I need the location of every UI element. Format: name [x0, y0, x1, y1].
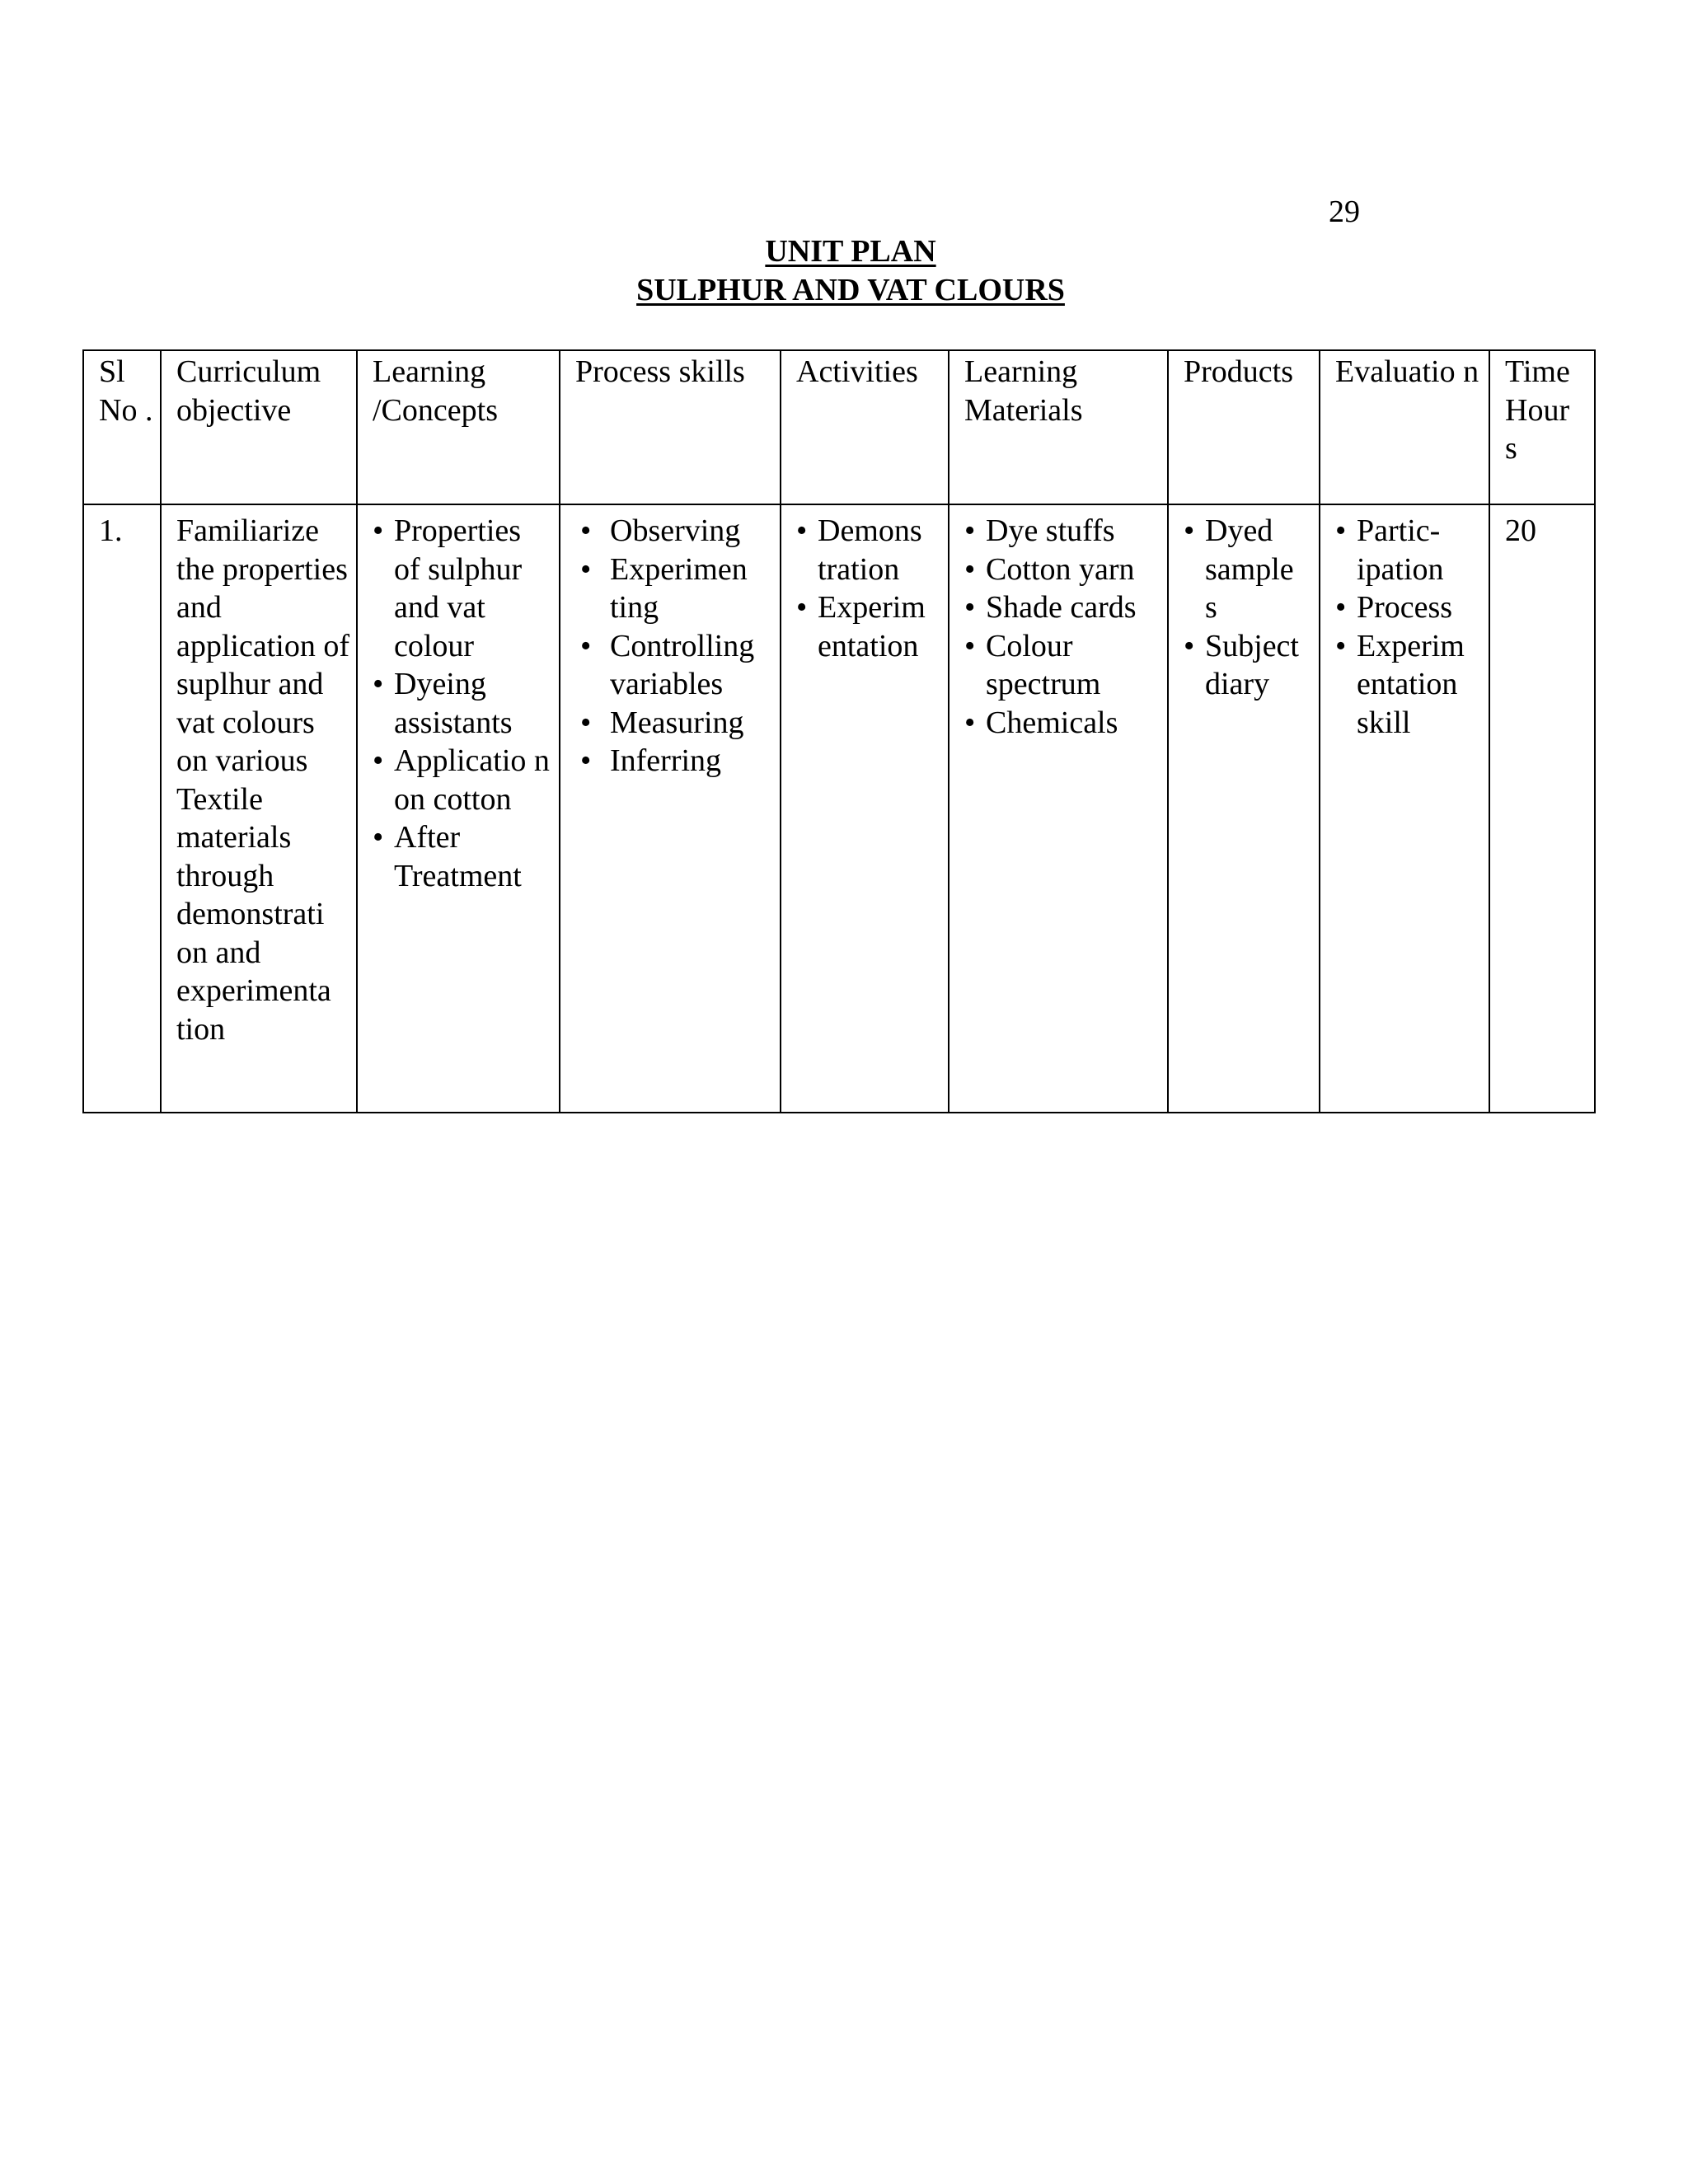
list-item: • Subject diary — [1184, 627, 1312, 704]
title-block — [0, 232, 1688, 310]
header-evaluation: Evaluatio n — [1320, 350, 1489, 504]
header-products: Products — [1168, 350, 1320, 504]
list-item: • Controlling variables — [575, 627, 773, 704]
list-item: • Dyed sample s — [1184, 512, 1312, 627]
header-process-skills: Process skills — [560, 350, 781, 504]
table-row — [83, 504, 1595, 1113]
unit-plan-subtitle: SULPHUR AND VAT CLOURS — [636, 273, 1065, 307]
list-item: • Process — [1335, 588, 1482, 627]
cell-evaluation — [1320, 504, 1489, 1113]
list-item: • Applicatio n on cotton — [373, 742, 552, 818]
list-item: • Chemicals — [964, 704, 1160, 743]
header-learning-concepts: Learning /Concepts — [357, 350, 560, 504]
header-curriculum-objective: Curriculum objective — [161, 350, 357, 504]
cell-time-hours: 20 — [1489, 504, 1595, 1113]
list-item: • Experim entation — [796, 588, 941, 665]
learning-concepts-list — [373, 512, 552, 895]
list-item: • Experim entation skill — [1335, 627, 1482, 743]
list-item: • Properties of sulphur and vat colour — [373, 512, 552, 665]
unit-plan-title: UNIT PLAN — [765, 234, 936, 269]
list-item: • After Treatment — [373, 818, 552, 895]
cell-learning-materials — [949, 504, 1168, 1113]
cell-sl-no: 1. — [83, 504, 161, 1113]
unit-plan-table — [82, 349, 1596, 1113]
list-item: • Shade cards — [964, 588, 1160, 627]
cell-products — [1168, 504, 1320, 1113]
list-item: • Cotton yarn — [964, 551, 1160, 589]
cell-curriculum-objective: Familiarize the properties and application of suplhur and vat colours on various Textile materials through demonstrati on and experimenta tion — [161, 504, 357, 1113]
header-time-hours: Time Hour s — [1489, 350, 1595, 504]
header-learning-materials: Learning Materials — [949, 350, 1168, 504]
list-item: • Observing — [575, 512, 773, 551]
list-item: • Partic- ipation — [1335, 512, 1482, 588]
list-item: • Demons tration — [796, 512, 941, 588]
list-item: • Inferring — [575, 742, 773, 780]
cell-learning-concepts — [357, 504, 560, 1113]
activities-list — [796, 512, 941, 665]
learning-materials-list — [964, 512, 1160, 742]
process-skills-list — [575, 512, 773, 780]
products-list — [1184, 512, 1312, 704]
page-number: 29 — [1329, 194, 1360, 229]
list-item: • Experimen ting — [575, 551, 773, 627]
list-item: • Measuring — [575, 704, 773, 743]
header-sl-no: Sl No . — [83, 350, 161, 504]
evaluation-list — [1335, 512, 1482, 742]
list-item: • Dye stuffs — [964, 512, 1160, 551]
cell-activities — [781, 504, 949, 1113]
list-item: • Dyeing assistants — [373, 665, 552, 742]
header-activities: Activities — [781, 350, 949, 504]
header-row — [83, 350, 1595, 504]
list-item: • Colour spectrum — [964, 627, 1160, 704]
cell-process-skills — [560, 504, 781, 1113]
